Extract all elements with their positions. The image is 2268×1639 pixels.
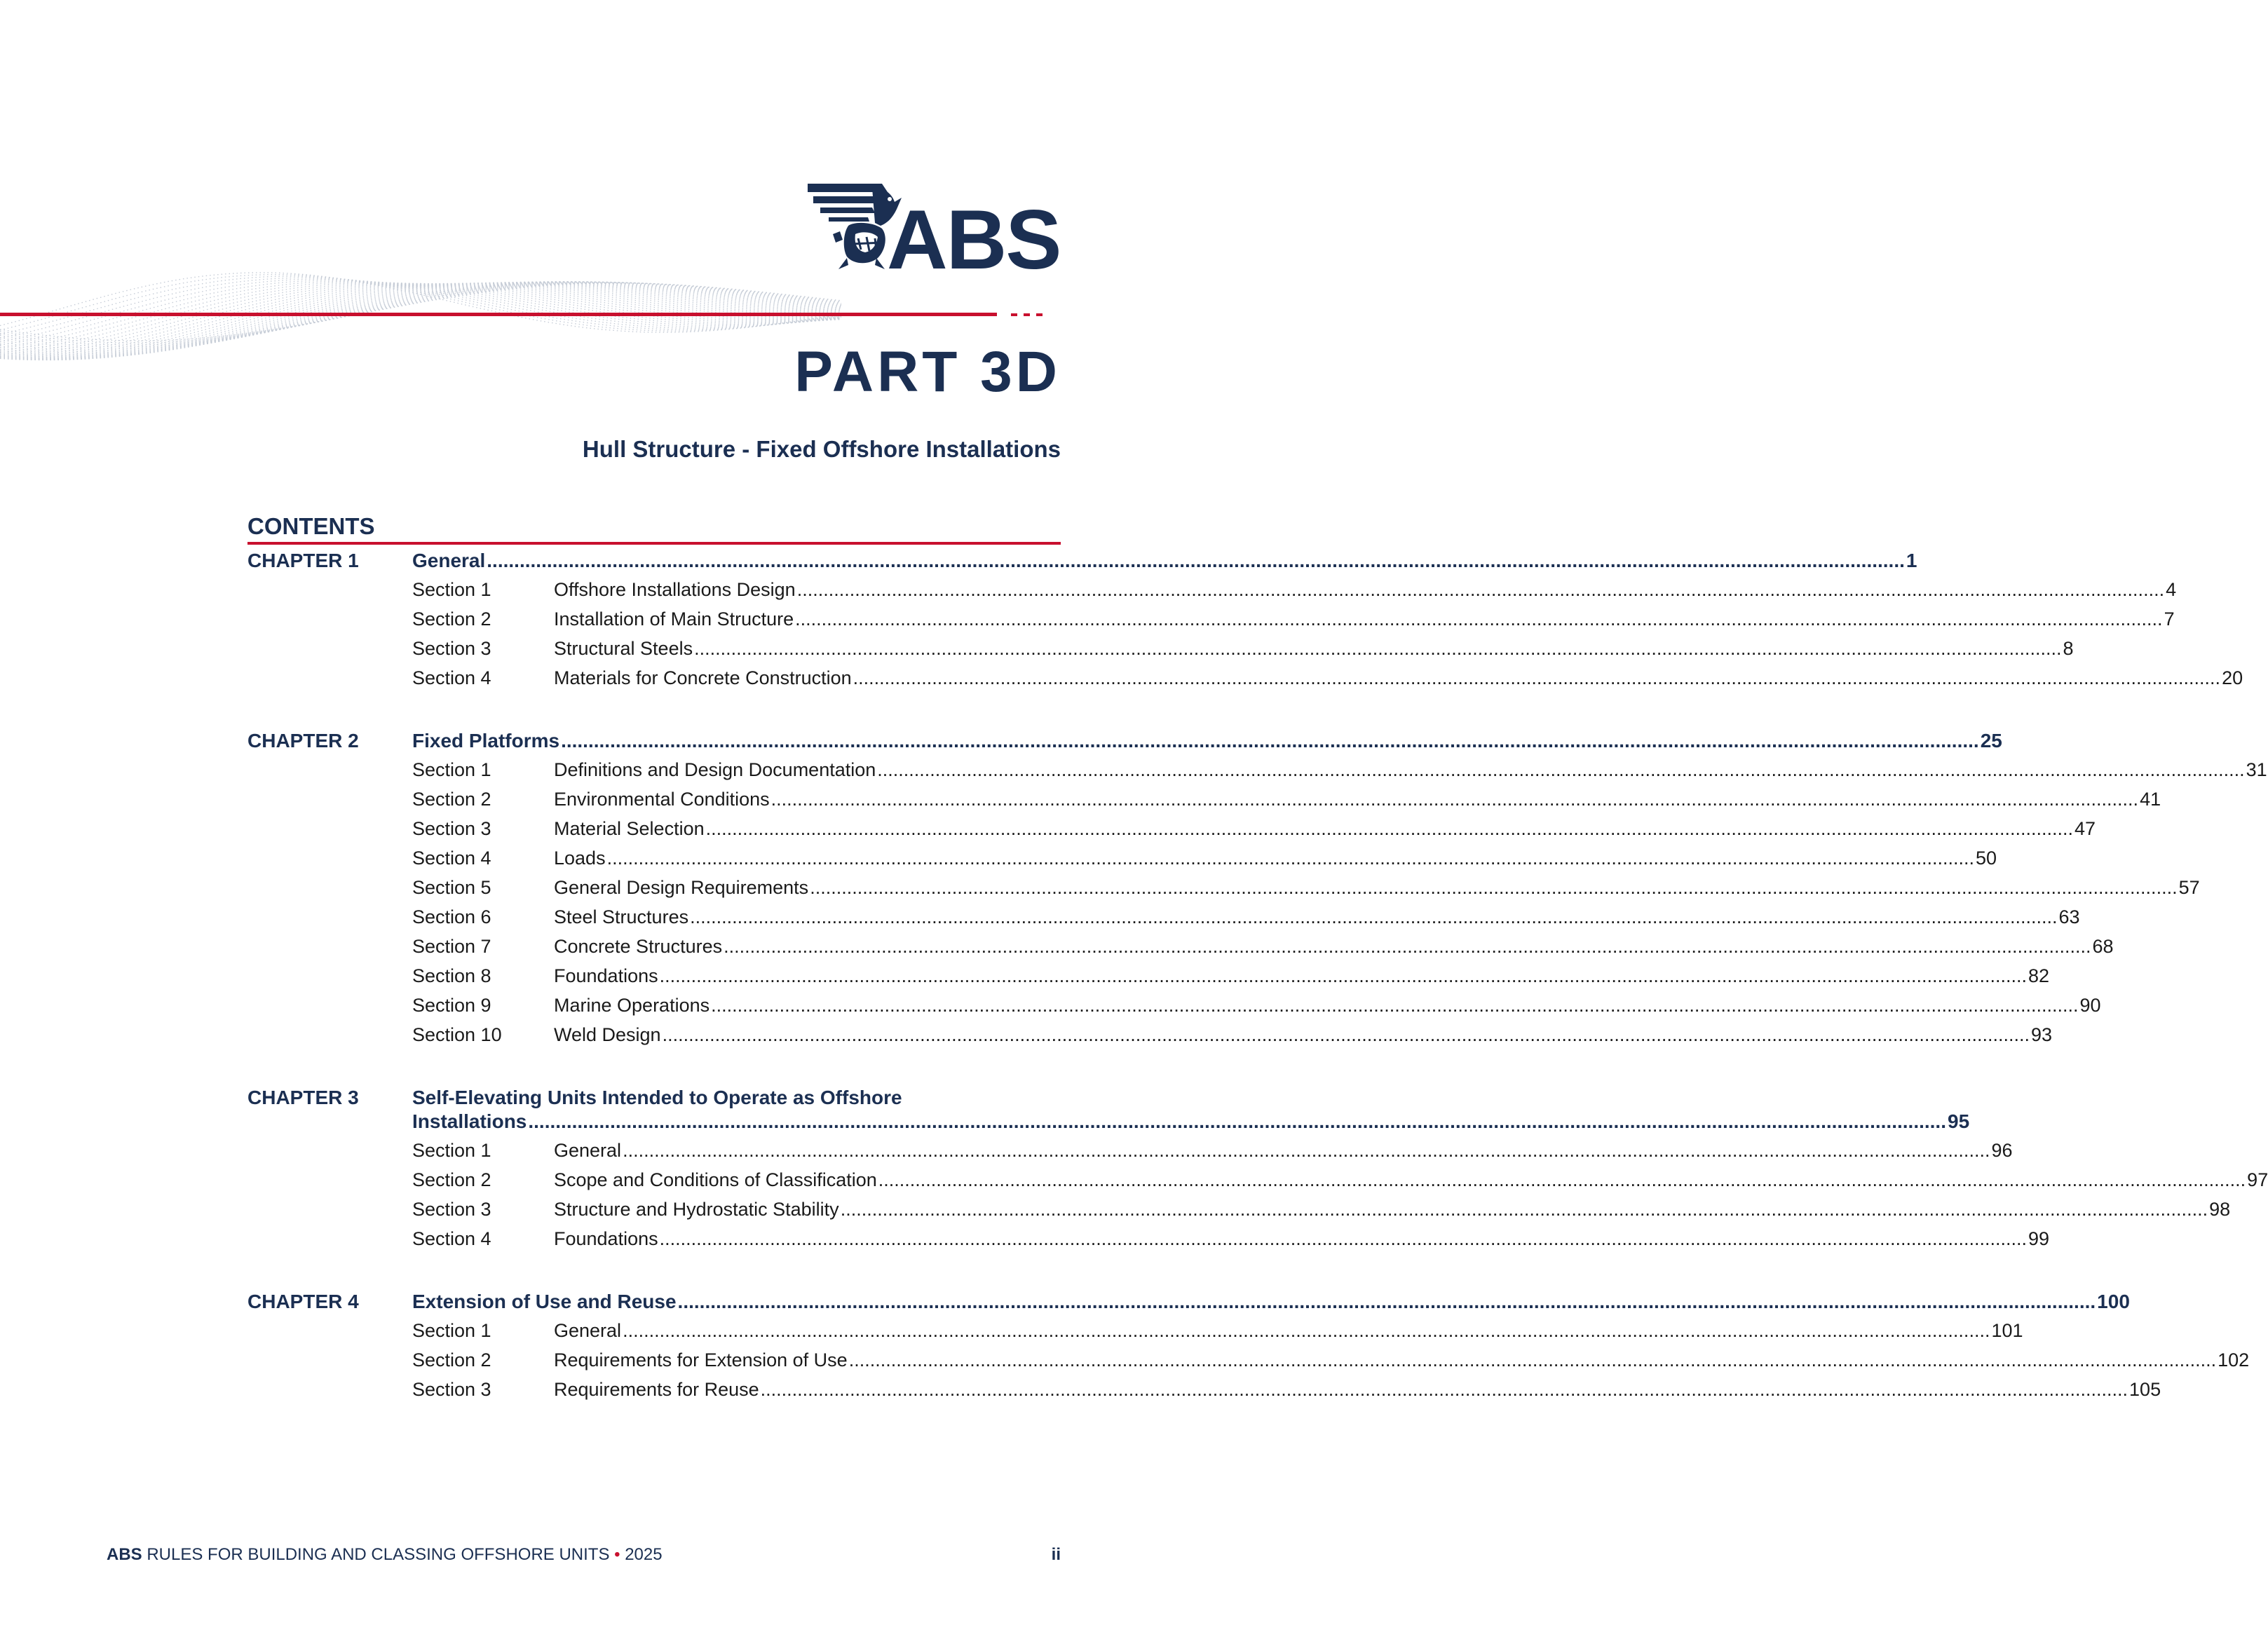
section-title: Definitions and Design Documentation [554, 759, 876, 780]
section-label: Section 8 [412, 965, 491, 986]
dot-leader: .................................................................................................................................................................................................................................................................... [810, 877, 2178, 898]
toc-section-row[interactable] [247, 933, 2114, 963]
toc-section-row[interactable] [247, 1347, 2250, 1376]
chapter-label: CHAPTER 1 [247, 550, 359, 571]
section-title: Installation of Main Structure [554, 608, 794, 630]
toc-section-row[interactable] [247, 606, 2175, 635]
footer-separator: • [614, 1545, 620, 1564]
chapter-page-number: 25 [1980, 730, 2002, 752]
section-label: Section 3 [412, 818, 491, 839]
section-label: Section 2 [412, 608, 491, 630]
section-title: Environmental Conditions [554, 789, 770, 810]
chapter-label: CHAPTER 2 [247, 730, 359, 752]
section-label: Section 2 [412, 1169, 491, 1190]
contents-red-rule [247, 542, 1061, 545]
toc-section-row[interactable] [247, 576, 2177, 606]
dot-leader: .................................................................................................................................................................................................................................................................... [711, 995, 2079, 1016]
toc-section-row[interactable] [247, 756, 2267, 786]
dot-leader: .................................................................................................................................................................................................................................................................... [694, 638, 2062, 659]
section-label: Section 3 [412, 638, 491, 659]
dot-leader: .................................................................................................................................................................................................................................................................... [528, 1110, 1946, 1132]
dot-leader: .................................................................................................................................................................................................................................................................... [840, 1199, 2208, 1220]
toc-chapter [247, 1288, 2250, 1406]
section-label: Section 2 [412, 1349, 491, 1371]
dot-leader: .................................................................................................................................................................................................................................................................... [690, 906, 2058, 927]
footer-page-number: ii [1051, 1545, 1061, 1564]
section-label: Section 4 [412, 1228, 491, 1249]
part-subtitle: Hull Structure - Fixed Offshore Installations [582, 436, 1061, 462]
dot-leader: .................................................................................................................................................................................................................................................................... [662, 1024, 2030, 1045]
header-red-dash [1024, 313, 1030, 316]
section-label: Section 4 [412, 848, 491, 869]
section-page-number: 90 [2079, 995, 2101, 1016]
part-title: PART 3D [794, 340, 1061, 404]
section-title: Structure and Hydrostatic Stability [554, 1199, 839, 1220]
section-label: Section 2 [412, 789, 491, 810]
dot-leader: .................................................................................................................................................................................................................................................................... [705, 818, 2073, 839]
toc-section-row[interactable] [247, 874, 2200, 904]
section-page-number: 105 [2129, 1379, 2161, 1400]
dot-leader: .................................................................................................................................................................................................................................................................... [878, 1169, 2246, 1190]
section-page-number: 102 [2218, 1349, 2250, 1371]
chapter-page-number: 100 [2097, 1291, 2130, 1312]
section-label: Section 1 [412, 579, 491, 600]
toc-section-row[interactable] [247, 815, 2096, 845]
contents-heading: CONTENTS [247, 513, 375, 539]
footer-document-title [107, 1546, 663, 1563]
header-red-dash [1036, 313, 1043, 316]
section-page-number: 68 [2092, 936, 2114, 957]
section-page-number: 20 [2222, 667, 2243, 688]
toc-section-row[interactable] [247, 963, 2050, 992]
table-of-contents [247, 547, 2268, 1406]
section-title: General [554, 1320, 622, 1341]
toc-section-row[interactable] [247, 904, 2080, 933]
dot-leader: .................................................................................................................................................................................................................................................................... [659, 965, 2027, 986]
dot-leader: .................................................................................................................................................................................................................................................................... [770, 789, 2139, 810]
section-title: Requirements for Reuse [554, 1379, 759, 1400]
section-page-number: 41 [2140, 789, 2161, 810]
toc-section-row[interactable] [247, 1196, 2231, 1225]
section-label: Section 9 [412, 995, 491, 1016]
section-label: Section 1 [412, 1320, 491, 1341]
chapter-title: Extension of Use and Reuse [412, 1291, 677, 1312]
toc-chapter-row[interactable] [247, 727, 2002, 756]
section-page-number: 57 [2178, 877, 2200, 898]
section-page-number: 4 [2166, 579, 2177, 600]
header-red-rule [0, 313, 997, 316]
toc-section-row[interactable] [247, 1137, 2013, 1167]
dot-leader: .................................................................................................................................................................................................................................................................... [853, 667, 2221, 688]
footer-title: RULES FOR BUILDING AND CLASSING OFFSHORE UNITS [147, 1545, 610, 1564]
dot-leader: .................................................................................................................................................................................................................................................................... [606, 848, 1974, 869]
section-title: Concrete Structures [554, 936, 723, 957]
section-label: Section 3 [412, 1379, 491, 1400]
section-label: Section 3 [412, 1199, 491, 1220]
section-page-number: 82 [2028, 965, 2050, 986]
section-title: Materials for Concrete Construction [554, 667, 852, 688]
toc-section-row[interactable] [247, 665, 2243, 694]
chapter-page-number: 95 [1948, 1110, 1970, 1132]
chapter-title: Installations [412, 1110, 527, 1132]
section-title: Scope and Conditions of Classification [554, 1169, 877, 1190]
section-title: General Design Requirements [554, 877, 809, 898]
chapter-title: Fixed Platforms [412, 730, 560, 752]
dot-leader: .................................................................................................................................................................................................................................................................... [760, 1379, 2128, 1400]
chapter-title-line1: Self-Elevating Units Intended to Operate as Offshore [412, 1087, 902, 1108]
section-label: Section 10 [412, 1024, 502, 1045]
section-label: Section 1 [412, 1140, 491, 1161]
section-page-number: 47 [2075, 818, 2096, 839]
chapter-label: CHAPTER 3 [247, 1087, 359, 1108]
section-page-number: 50 [1975, 848, 1997, 869]
section-page-number: 7 [2164, 608, 2175, 630]
abs-logo-text: ABS [887, 193, 1061, 287]
section-title: Loads [554, 848, 606, 869]
chapter-label: CHAPTER 4 [247, 1291, 359, 1312]
toc-section-row[interactable] [247, 992, 2101, 1021]
section-page-number: 98 [2209, 1199, 2231, 1220]
section-title: General [554, 1140, 622, 1161]
section-page-number: 93 [2030, 1024, 2053, 1045]
section-page-number: 101 [1991, 1320, 2023, 1341]
chapter-page-number: 1 [1906, 550, 1917, 571]
dot-leader: .................................................................................................................................................................................................................................................................... [877, 759, 2245, 780]
section-label: Section 4 [412, 667, 491, 688]
dot-leader: .................................................................................................................................................................................................................................................................... [677, 1291, 2096, 1312]
section-page-number: 96 [1991, 1140, 2013, 1161]
toc-chapter [247, 1084, 2268, 1255]
toc-chapter-row[interactable] [247, 1084, 1970, 1137]
dot-leader: .................................................................................................................................................................................................................................................................... [796, 579, 2165, 600]
toc-chapter [247, 547, 2243, 694]
section-title: Foundations [554, 1228, 658, 1249]
section-title: Weld Design [554, 1024, 661, 1045]
toc-section-row[interactable] [247, 845, 1997, 874]
dot-leader: .................................................................................................................................................................................................................................................................... [623, 1320, 1990, 1341]
dot-leader: .................................................................................................................................................................................................................................................................... [724, 936, 2091, 957]
section-label: Section 5 [412, 877, 491, 898]
section-page-number: 8 [2063, 638, 2074, 659]
dot-leader: .................................................................................................................................................................................................................................................................... [561, 730, 1979, 752]
dot-leader: .................................................................................................................................................................................................................................................................... [795, 608, 2163, 630]
section-page-number: 97 [2247, 1169, 2268, 1190]
toc-chapter [247, 727, 2267, 1051]
chapter-title: General [412, 550, 486, 571]
section-label: Section 1 [412, 759, 491, 780]
footer-year: 2025 [625, 1545, 663, 1564]
toc-section-row[interactable] [247, 1317, 2023, 1347]
section-title: Requirements for Extension of Use [554, 1349, 848, 1371]
section-title: Marine Operations [554, 995, 710, 1016]
dot-leader: .................................................................................................................................................................................................................................................................... [848, 1349, 2217, 1371]
toc-section-row[interactable] [247, 1021, 2053, 1051]
toc-section-row[interactable] [247, 1225, 2050, 1255]
section-page-number: 63 [2058, 906, 2080, 927]
toc-section-row[interactable] [247, 786, 2161, 815]
footer-brand: ABS [107, 1545, 142, 1564]
section-label: Section 6 [412, 906, 491, 927]
section-title: Offshore Installations Design [554, 579, 796, 600]
dot-leader: .................................................................................................................................................................................................................................................................... [623, 1140, 1990, 1161]
toc-section-row[interactable] [247, 1376, 2161, 1406]
header-red-dash [1011, 313, 1017, 316]
dot-leader: .................................................................................................................................................................................................................................................................... [487, 550, 1905, 571]
section-title: Material Selection [554, 818, 705, 839]
section-page-number: 99 [2028, 1228, 2050, 1249]
toc-section-row[interactable] [247, 635, 2074, 665]
section-label: Section 7 [412, 936, 491, 957]
section-page-number: 31 [2246, 759, 2267, 780]
dot-leader: .................................................................................................................................................................................................................................................................... [659, 1228, 2027, 1249]
toc-chapter-row[interactable] [247, 1288, 2130, 1317]
section-title: Steel Structures [554, 906, 689, 927]
section-title: Structural Steels [554, 638, 693, 659]
section-title: Foundations [554, 965, 658, 986]
toc-chapter-row[interactable] [247, 547, 1917, 576]
toc-section-row[interactable] [247, 1167, 2268, 1196]
